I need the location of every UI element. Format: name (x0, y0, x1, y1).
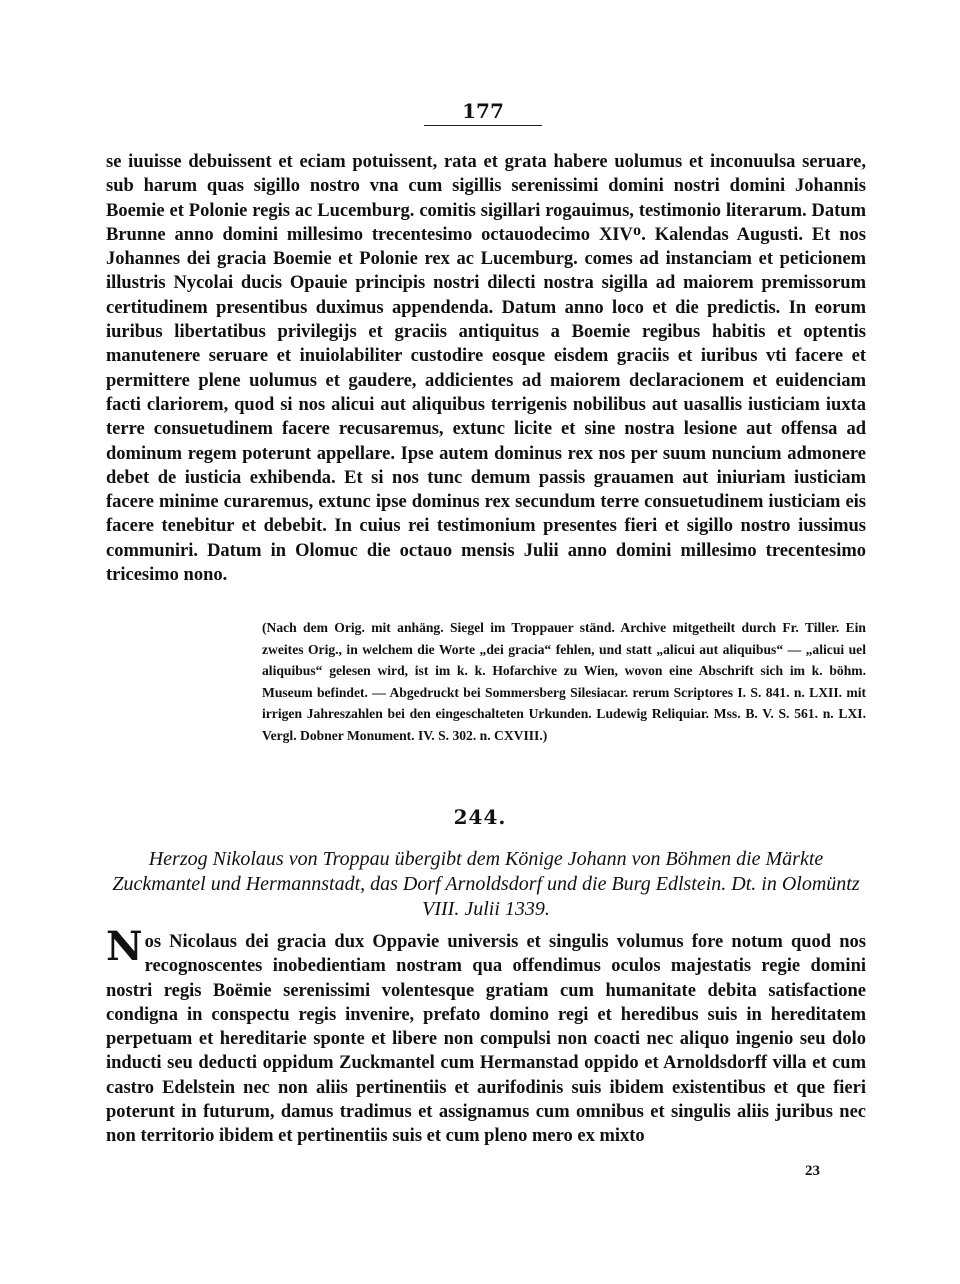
paragraph (106, 923, 866, 1149)
paragraph-body: os Nicolaus dei gracia dux Oppavie universis et singulis volumus fore notum quod nos recognoscentes inobedientiam nostram qua offendimus oculos majestatis regie domini nostri regis Boëmie serenissimi volentesque gratiam cum humanitate debita satisfactione condigna in conspectu regis invenire, prefato domino regi et heredibus suis in hereditatem perpetuam et hereditarie sponte et libere non compulsi non coacti nec aliquo ingenio seu dolo inducti seu deducti oppidum Zuckmantel cum Hermanstad oppido et Arnoldsdorff villa et cum castro Edelstein nec non aliis pertinentiis et aurifodinis suis ibidem existentibus et que fieri poterunt in futurum, damus tradimus et assignamus cum omnibus et singulis aliis juribus nec non territorio ibidem et pertinentiis suis et cum pleno mero ex mixto (106, 932, 866, 1147)
drop-cap: N (106, 923, 143, 970)
page-number: 177 (424, 100, 542, 126)
source-note (262, 617, 866, 746)
charter-text-continued (106, 150, 866, 587)
document-number: 244. (453, 805, 507, 829)
document-heading: Herzog Nikolaus von Troppau übergibt dem Könige Johann von Böhmen die Märkte Zuckmantel und Hermannstadt, das Dorf Arnoldsdorf und die Burg Edlstein. Dt. in Olomüntz VIII. Julii 1339. (112, 848, 860, 920)
signature-mark: 23 (805, 1163, 820, 1179)
charter-text (106, 923, 866, 1149)
note-text: (Nach dem Orig. mit anhäng. Siegel im Troppauer ständ. Archive mitgetheilt durch Fr. Tiller. Ein zweites Orig., in welchem die Worte „dei gracia“ fehlen, und statt „alicui aut aliquibus“ — „alicui uel aliquibus“ gelesen wird, ist im k. k. Hofarchive zu Wien, wovon eine Abschrift sich im k. böhm. Museum befindet. — Abgedruckt bei Sommersberg Silesiacar. rerum Scriptores I. S. 841. n. LXII. mit irrigen Jahreszahlen bei den eingeschalteten Urkunden. Ludewig Reliquiar. Mss. B. V. S. 561. n. LXI. Vergl. Dobner Monument. IV. S. 302. n. CXVIII.) (262, 620, 866, 743)
paragraph: se iuuisse debuissent et eciam potuissent, rata et grata habere uolumus et inconuulsa seruare, sub harum quas sigillo nostro vna cum sigillis serenissimi domini nostri domini Johannis Boemie et Polonie regis ac Lucemburg. comitis sigillari rogauimus, testimonio literarum. Datum Brunne anno domini millesimo trecentesimo octauodecimo XIVᴼ. Kalendas Augusti. Et nos Johannes dei gracia Boemie et Polonie rex ac Lucemburg. comes ad instanciam et peticionem illustris Nycolai ducis Opauie principis nostri dilecti nostra sigilla ad maiorem premissorum certitudinem presentibus duximus appendenda. Datum anno loco et die predictis. In eorum iuribus libertatibus privilegijs et graciis antiquitus a Boemie regibus habitis et optentis manutenere seruare et inuiolabiliter custodire eosque eisdem graciis et iuribus vti facere et permittere plene uolumus et gaudere, addicientes ad maiorem declaracionem et euidenciam facti clariorem, quod si nos alicui aut aliquibus terrigenis nobilibus aut uasallis iusticiam iuxta terre consuetudinem facere recusaremus, extunc licite et sine nostra lesione aut offensa ad dominum regem poterunt appellare. Ipse autem dominus rex nos per suum nuncium admonere debet de iusticia exhibenda. Et si nos tunc demum passis grauamen aut iniuriam iusticiam facere minime curaremus, extunc ipse dominus rex secundum terre consuetudinem iusticiam eis facere tenebitur et debebit. In cuius rei testimonium presentes fieri et sigillo nostro iussimus communiri. Datum in Olomuc die octauo mensis Julii anno domini millesimo trecentesimo tricesimo nono. (106, 152, 866, 586)
